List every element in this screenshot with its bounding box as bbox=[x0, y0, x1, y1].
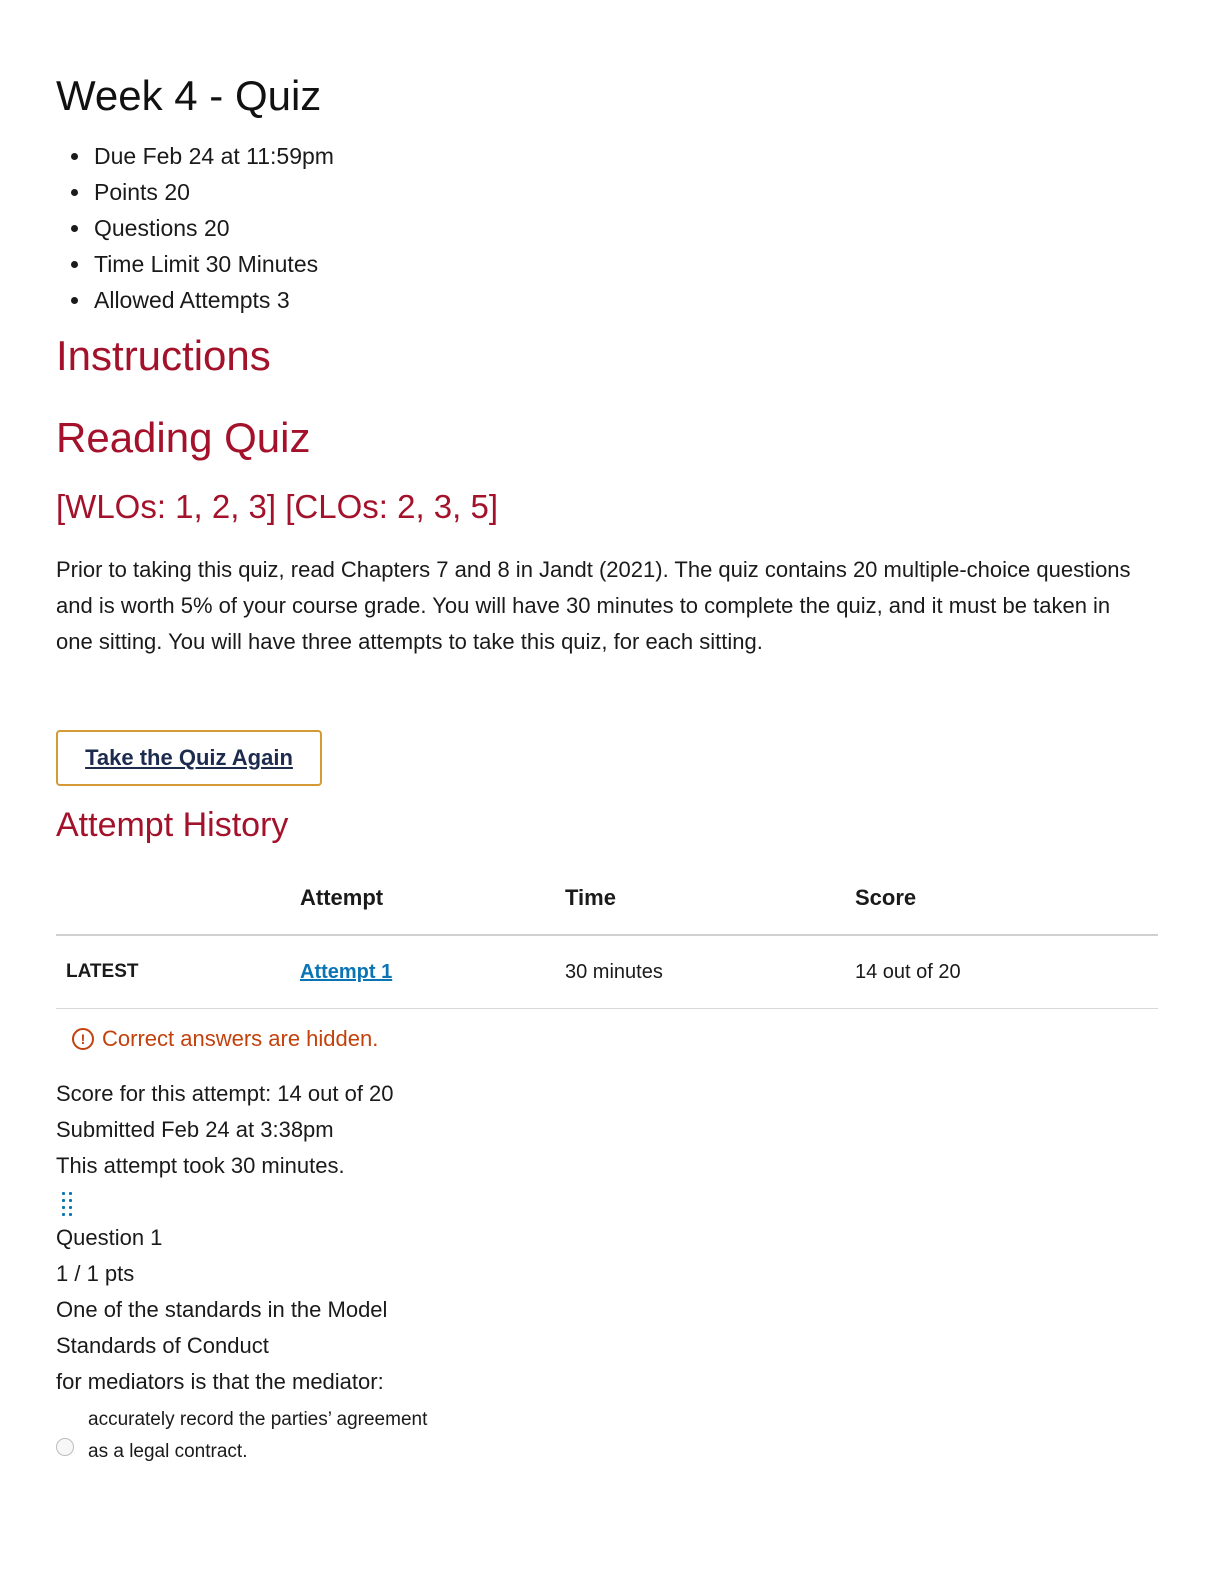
instructions-description: Prior to taking this quiz, read Chapters 7 and 8 in Jandt (2021). The quiz contains 20 multiple-choice questions and is worth 5% of your course grade. You will have 30 minutes to complete the quiz, and it must be taken in one sitting. You will have three attempts to take this quiz, for each sitting. bbox=[56, 557, 1131, 654]
instructions-heading: Instructions bbox=[56, 332, 271, 379]
attempt-history-heading: Attempt History bbox=[56, 806, 289, 844]
table-row bbox=[56, 935, 1158, 1009]
meta-questions: • Questions 20 bbox=[92, 210, 334, 246]
warning-circle-icon: ! bbox=[72, 1028, 94, 1050]
question-text-line: One of the standards in the Model bbox=[56, 1297, 388, 1322]
take-quiz-again-button[interactable]: Take the Quiz Again bbox=[56, 730, 322, 786]
attempt-time: 30 minutes bbox=[564, 935, 854, 1009]
attempt-1-link[interactable]: Attempt 1 bbox=[300, 960, 393, 983]
learning-outcomes-heading: [WLOs: 1, 2, 3] [CLOs: 2, 3, 5] bbox=[56, 488, 499, 525]
column-header-time: Time bbox=[565, 885, 616, 910]
answers-hidden-text: Correct answers are hidden. bbox=[102, 1026, 379, 1051]
question-text-line: for mediators is that the mediator: bbox=[56, 1369, 384, 1394]
quiz-meta-list bbox=[56, 138, 334, 318]
question-points: 1 / 1 pts bbox=[56, 1261, 135, 1286]
column-header-tag bbox=[56, 862, 290, 935]
column-header-attempt: Attempt bbox=[300, 885, 384, 910]
question-title: Question 1 bbox=[56, 1225, 163, 1250]
question-text-line: Standards of Conduct bbox=[56, 1333, 269, 1358]
answers-hidden-notice bbox=[72, 1026, 378, 1052]
meta-allowed-attempts: • Allowed Attempts 3 bbox=[92, 282, 334, 318]
answer-radio[interactable] bbox=[56, 1438, 74, 1456]
meta-due: • Due Feb 24 at 11:59pm bbox=[92, 138, 334, 174]
column-header-score: Score bbox=[855, 885, 917, 910]
table-header-row bbox=[56, 862, 1158, 935]
question-block bbox=[56, 1220, 476, 1400]
drag-handle-icon[interactable] bbox=[60, 1190, 76, 1216]
meta-points: • Points 20 bbox=[92, 174, 334, 210]
attempt-score: 14 out of 20 bbox=[854, 935, 1158, 1009]
meta-time-limit: • Time Limit 30 Minutes bbox=[92, 246, 334, 282]
attempt-duration-line: This attempt took 30 minutes. bbox=[56, 1153, 345, 1178]
latest-tag: LATEST bbox=[56, 935, 290, 1009]
attempt-summary bbox=[56, 1076, 394, 1184]
attempt-score-line: Score for this attempt: 14 out of 20 bbox=[56, 1081, 394, 1106]
answer-text: accurately record the parties’ agreement as a legal contract. bbox=[88, 1409, 428, 1462]
reading-quiz-heading: Reading Quiz bbox=[56, 414, 311, 461]
quiz-title: Week 4 - Quiz bbox=[56, 72, 322, 119]
attempt-history-table bbox=[56, 862, 1158, 1009]
attempt-submitted-line: Submitted Feb 24 at 3:38pm bbox=[56, 1117, 334, 1142]
